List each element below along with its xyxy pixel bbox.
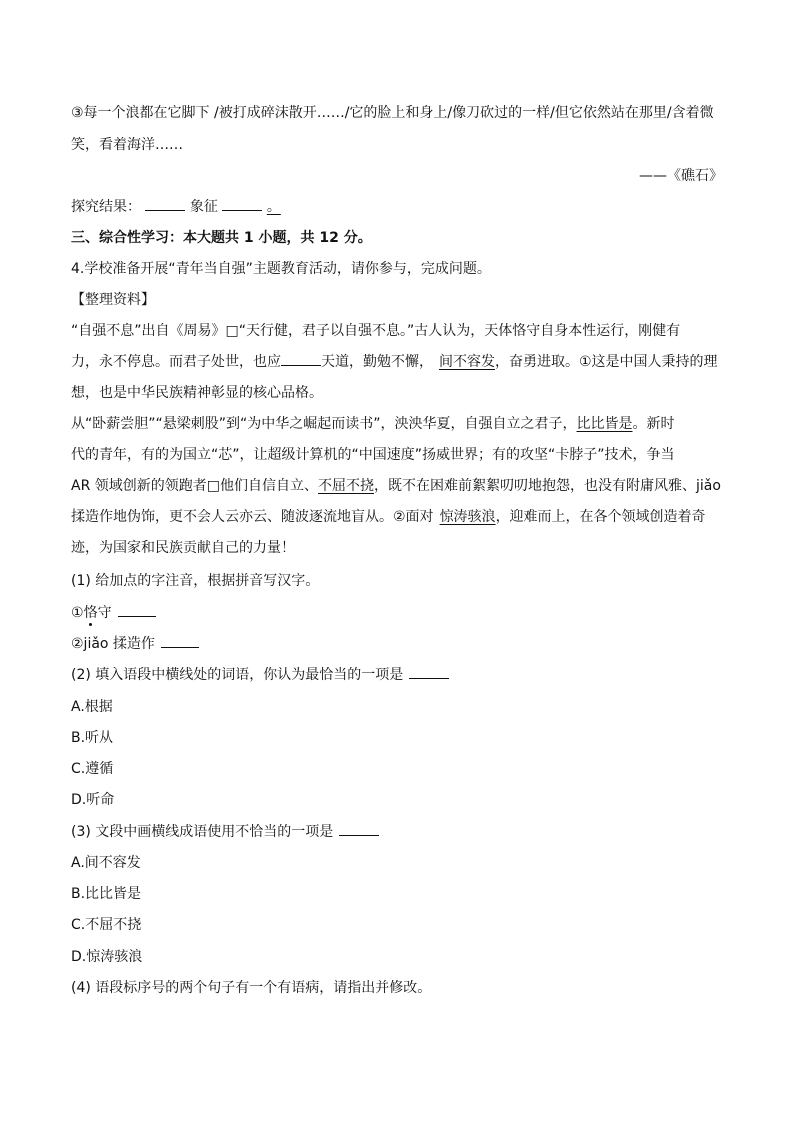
q2-option: D.听命 (71, 792, 115, 808)
answer-blank[interactable] (339, 823, 379, 836)
fill-blank[interactable] (281, 353, 321, 366)
underlined-idiom: 间不容发 (439, 354, 495, 370)
answer-blank-2[interactable] (222, 198, 262, 211)
answer-blank[interactable] (409, 666, 449, 679)
para2-line5: 迹，为国家和民族贡献自己的力量！ (71, 540, 295, 556)
q1-b (71, 635, 723, 653)
para1-text: 天道，勤勉不懈， (321, 354, 433, 370)
q3-option: A.间不容发 (71, 855, 141, 871)
para2-text: ，既不在困难前絮絮叨叨地抱怨，也没有附庸风雅、jiǎo (373, 478, 721, 494)
para2-line3 (71, 477, 723, 495)
poem3-line2: 笑，看着海洋…… (71, 137, 183, 153)
q2-stem-text: (2) 填入语段中横线处的词语，你认为最恰当的一项是 (71, 667, 404, 683)
answer-blank[interactable] (118, 604, 156, 617)
result-mid: 象征 (189, 199, 218, 215)
q2-option: A.根据 (71, 699, 113, 715)
answer-blank-1[interactable] (145, 198, 185, 211)
para2-line1 (71, 415, 723, 433)
underlined-idiom: 比比皆是 (576, 416, 633, 432)
result-line (71, 198, 723, 216)
q4-stem: (4) 语段标序号的两个句子有一个有语病，请指出并修改。 (71, 980, 432, 996)
para2-text: 揉造作地伪饰，更不会人云亦云、随波逐流地盲从。②面对 (71, 509, 434, 525)
q2-stem (71, 666, 723, 684)
q2-option: C.遵循 (71, 761, 114, 777)
section3-title: 三、综合性学习：本大题共 1 小题，共 12 分。 (71, 230, 372, 246)
q3-option: D.惊涛骇浪 (71, 949, 143, 965)
q1-a (71, 604, 723, 622)
para2-text: 。新时 (632, 416, 675, 432)
q1-a-suffix: 守 (97, 605, 112, 621)
q1-b-text: ②jiǎo 揉造作 (71, 636, 155, 652)
q2-option: B.听从 (71, 730, 114, 746)
material-heading: 【整理资料】 (71, 292, 155, 308)
para1-text: 力，永不停息。而君子处世，也应 (71, 354, 281, 370)
para1-line1: “自强不息”出自《周易》□“天行健，君子以自强不息。”古人认为，天体恪守自身本性运行，刚健有 (71, 323, 681, 339)
q1-a-prefix: ① (71, 605, 84, 621)
poem3-source: ——《礁石》 (639, 168, 723, 184)
para1-line3: 想，也是中华民族精神彰显的核心品格。 (71, 385, 323, 401)
para1-line2 (71, 353, 723, 371)
result-end: 。 (266, 199, 281, 215)
underlined-idiom: 不屈不挠 (317, 478, 374, 494)
para2-text: ，迎难而上，在各个领域创造着奇 (495, 509, 706, 525)
q1-stem: (1) 给加点的字注音，根据拼音写汉字。 (71, 573, 320, 589)
para2-line2: 代的青年，有的为国立“芯”，让超级计算机的“中国速度”扬威世界；有的攻坚“卡脖子”技术，争当 (71, 447, 675, 463)
q3-stem-text: (3) 文段中画横线成语使用不恰当的一项是 (71, 824, 334, 840)
q3-stem (71, 823, 723, 841)
para2-text: AR 领域创新的领跑者□他们自信自立、 (71, 478, 318, 494)
poem3-line1: ③每一个浪都在它脚下 /被打成碎沫散开……/它的脸上和身上/像刀砍过的一样/但它依然站在那里/含着微 (71, 105, 714, 121)
result-label: 探究结果： (71, 199, 141, 215)
underlined-idiom: 惊涛骇浪 (439, 509, 496, 525)
para2-line4 (71, 508, 723, 526)
q4-intro: 4.学校准备开展“青年当自强”主题教育活动，请你参与，完成问题。 (71, 261, 491, 277)
dotted-char: 恪 (83, 605, 98, 621)
answer-blank[interactable] (161, 635, 199, 648)
q3-option: C.不屈不挠 (71, 917, 142, 933)
q3-option: B.比比皆是 (71, 886, 142, 902)
para2-text: 从“卧薪尝胆”“悬梁刺股”到“为中华之崛起而读书”，泱泱华夏，自强自立之君子， (71, 416, 577, 432)
para1-text: ，奋勇进取。①这是中国人秉持的理 (495, 354, 718, 370)
